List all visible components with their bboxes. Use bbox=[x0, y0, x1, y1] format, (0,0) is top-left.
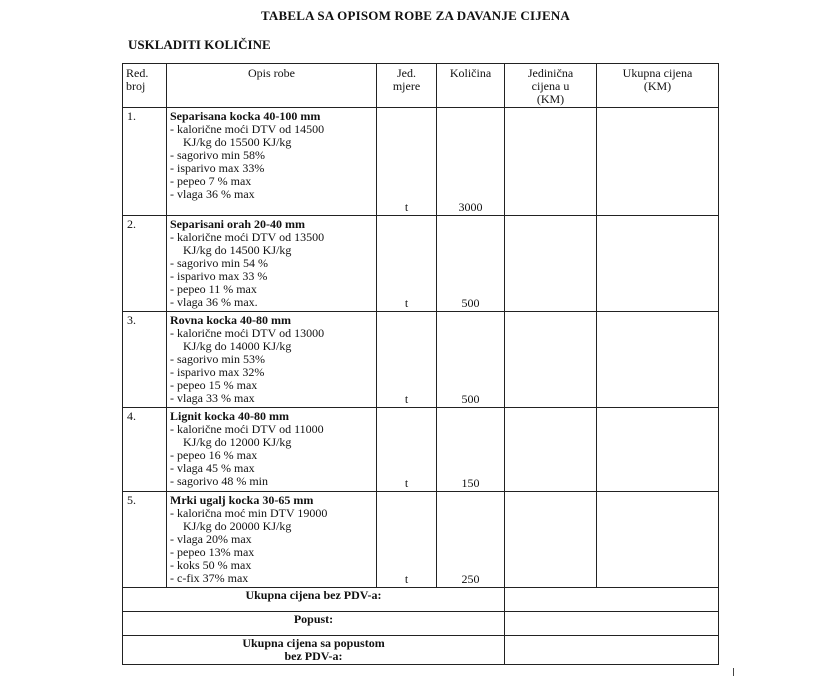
row-unit-price[interactable] bbox=[505, 216, 597, 312]
header-ukupna-cijena: Ukupna cijena (KM) bbox=[597, 64, 719, 108]
table-row bbox=[123, 312, 719, 408]
row-total-price[interactable] bbox=[597, 108, 719, 216]
row-unit-price[interactable] bbox=[505, 492, 597, 588]
spec-line: - sagorivo min 58% bbox=[170, 148, 265, 162]
row-total-price[interactable] bbox=[597, 312, 719, 408]
table-row bbox=[123, 108, 719, 216]
row-description bbox=[167, 408, 377, 492]
table-row bbox=[123, 492, 719, 588]
spec-line: - vlaga 45 % max bbox=[170, 461, 255, 475]
spec-line: - pepeo 7 % max bbox=[170, 174, 252, 188]
document-subtitle: USKLADITI KOLIČINE bbox=[128, 37, 271, 52]
spec-line: - sagorivo min 54 % bbox=[170, 256, 268, 270]
table-row bbox=[123, 216, 719, 312]
row-unit: t bbox=[377, 492, 437, 588]
totals-row-with-discount bbox=[123, 636, 719, 665]
total-with-discount-label: Ukupna cijena sa popustom bez PDV-a: bbox=[123, 636, 505, 665]
row-unit: t bbox=[377, 408, 437, 492]
spec-line: KJ/kg do 14000 KJ/kg bbox=[183, 339, 292, 353]
row-unit: t bbox=[377, 108, 437, 216]
discount-label: Popust: bbox=[123, 612, 505, 636]
row-quantity: 500 bbox=[437, 216, 505, 312]
spec-line: - kalorične moći DTV od 13500 bbox=[170, 230, 325, 244]
total-without-vat-value[interactable] bbox=[505, 588, 719, 612]
spec-line: - pepeo 15 % max bbox=[170, 378, 258, 392]
row-description bbox=[167, 312, 377, 408]
row-number: 2. bbox=[123, 216, 167, 312]
spec-line: - koks 50 % max bbox=[170, 558, 252, 572]
spec-line: - isparivo max 33 % bbox=[170, 269, 268, 283]
header-red-broj: Red. broj bbox=[123, 64, 167, 108]
spec-line: - vlaga 36 % max. bbox=[170, 295, 258, 309]
item-title: Rovna kocka 40-80 mm bbox=[170, 313, 292, 327]
row-quantity: 3000 bbox=[437, 108, 505, 216]
spec-line: - pepeo 13% max bbox=[170, 545, 255, 559]
spec-line: - sagorivo min 53% bbox=[170, 352, 265, 366]
spec-line: - c-fix 37% max bbox=[170, 571, 249, 585]
row-unit: t bbox=[377, 216, 437, 312]
item-title: Separisani orah 20-40 mm bbox=[170, 217, 305, 231]
spec-line: - kalorične moći DTV od 14500 bbox=[170, 122, 325, 136]
table-row bbox=[123, 408, 719, 492]
row-quantity: 250 bbox=[437, 492, 505, 588]
spec-line: - kalorične moći DTV od 13000 bbox=[170, 326, 325, 340]
spec-line: KJ/kg do 14500 KJ/kg bbox=[183, 243, 292, 257]
price-table bbox=[122, 63, 719, 665]
table-header-row bbox=[123, 64, 719, 108]
spec-line: - pepeo 16 % max bbox=[170, 448, 258, 462]
item-title: Separisana kocka 40-100 mm bbox=[170, 109, 321, 123]
spec-line: - sagorivo 48 % min bbox=[170, 474, 268, 488]
spec-line: - vlaga 20% max bbox=[170, 532, 252, 546]
row-unit: t bbox=[377, 312, 437, 408]
spec-line: - pepeo 11 % max bbox=[170, 282, 257, 296]
row-total-price[interactable] bbox=[597, 216, 719, 312]
header-jedinicna-cijena: Jedinična cijena u (KM) bbox=[505, 64, 597, 108]
item-title: Lignit kocka 40-80 mm bbox=[170, 409, 290, 423]
total-without-vat-label: Ukupna cijena bez PDV-a: bbox=[123, 588, 505, 612]
header-opis-robe: Opis robe bbox=[167, 64, 377, 108]
spec-line: - kalorična moć min DTV 19000 bbox=[170, 506, 328, 520]
row-number: 3. bbox=[123, 312, 167, 408]
row-description bbox=[167, 216, 377, 312]
spec-line: KJ/kg do 12000 KJ/kg bbox=[183, 435, 292, 449]
row-unit-price[interactable] bbox=[505, 408, 597, 492]
spec-line: - isparivo max 33% bbox=[170, 161, 265, 175]
item-title: Mrki ugalj kocka 30-65 mm bbox=[170, 493, 314, 507]
document-title: TABELA SA OPISOM ROBE ZA DAVANJE CIJENA bbox=[260, 8, 571, 23]
row-total-price[interactable] bbox=[597, 408, 719, 492]
discount-value[interactable] bbox=[505, 612, 719, 636]
spec-line: KJ/kg do 20000 KJ/kg bbox=[183, 519, 292, 533]
row-quantity: 500 bbox=[437, 312, 505, 408]
row-unit-price[interactable] bbox=[505, 108, 597, 216]
row-description bbox=[167, 492, 377, 588]
totals-row-discount bbox=[123, 612, 719, 636]
spec-line: KJ/kg do 15500 KJ/kg bbox=[183, 135, 292, 149]
totals-row-without-vat bbox=[123, 588, 719, 612]
spec-line: - kalorične moći DTV od 11000 bbox=[170, 422, 324, 436]
row-number: 1. bbox=[123, 108, 167, 216]
header-jed-mjere: Jed. mjere bbox=[377, 64, 437, 108]
row-total-price[interactable] bbox=[597, 492, 719, 588]
row-description bbox=[167, 108, 377, 216]
row-number: 5. bbox=[123, 492, 167, 588]
spec-line: - isparivo max 32% bbox=[170, 365, 265, 379]
page-edge-mark bbox=[733, 668, 734, 676]
spec-line: - vlaga 33 % max bbox=[170, 391, 255, 405]
row-unit-price[interactable] bbox=[505, 312, 597, 408]
header-kolicina: Količina bbox=[437, 64, 505, 108]
row-quantity: 150 bbox=[437, 408, 505, 492]
row-number: 4. bbox=[123, 408, 167, 492]
spec-line: - vlaga 36 % max bbox=[170, 187, 255, 201]
total-with-discount-value[interactable] bbox=[505, 636, 719, 665]
